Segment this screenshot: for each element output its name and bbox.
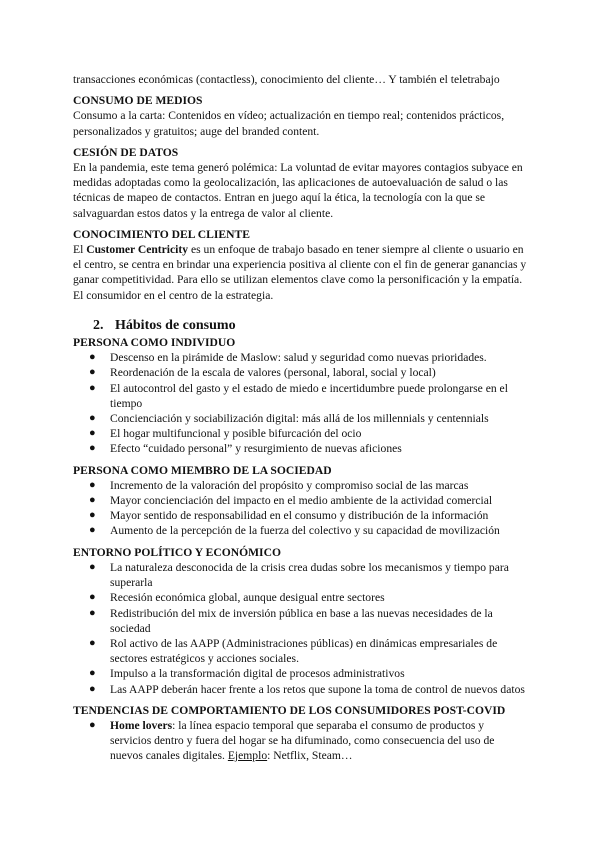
- section-heading: CESIÓN DE DATOS: [73, 145, 179, 159]
- bullet-list: [73, 718, 528, 764]
- bullet-icon: ●: [89, 591, 96, 604]
- list-item: ● Mayor sentido de responsabilidad en el consumo y distribución de la información: [89, 509, 489, 523]
- bullet-icon: ●: [89, 636, 96, 649]
- bullet-icon: ●: [89, 427, 96, 440]
- list-item: ● Home lovers: la línea espacio temporal que separaba el consumo de productos y servicios dentro y fuera del hogar se ha difuminado, como consecuencia del uso de nuevos canales digitales. Ejemplo: Netflix, Steam…: [89, 718, 495, 763]
- bullet-icon: ●: [89, 560, 96, 573]
- section-consumo-medios: [73, 93, 528, 139]
- bullet-icon: ●: [89, 682, 96, 695]
- list-item: ● Aumento de la percepción de la fuerza del colectivo y su capacidad de movilización: [89, 524, 500, 538]
- section-title: Hábitos de consumo: [115, 317, 236, 333]
- list-heading: PERSONA COMO INDIVIDUO: [73, 336, 236, 350]
- list-item: ● El hogar multifuncional y posible bifurcación del ocio: [89, 427, 362, 441]
- section-body: Consumo a la carta: Contenidos en vídeo; actualización en tiempo real; contenidos prácticos, personalizados y gratuitos; auge del branded content.: [73, 109, 505, 138]
- list-heading: ENTORNO POLÍTICO Y ECONÓMICO: [73, 545, 281, 559]
- section-body: En la pandemia, este tema generó polémica: La voluntad de evitar mayores contagios subyace en medidas adoptadas como la geolocalización, las aplicaciones de autoevaluación de salud o las técnicas de mapeo de contactos. Entran en juego aquí la ética, la tecnología con la que se salvaguardan estos datos y la entrega de valor al cliente.: [73, 161, 523, 220]
- body-post: es un enfoque de trabajo basado en tener siempre al cliente o usuario en el centro, se centra en brindar una experiencia positiva al cliente con el fin de generar ganancias y ganar competitividad. Para ello se utilizan elementos clave como la personificación y la empatía. El consumidor en el centro de la estrategia.: [73, 243, 527, 302]
- section-heading: CONSUMO DE MEDIOS: [73, 94, 203, 108]
- list-item: ● Mayor concienciación del impacto en el medio ambiente de la actividad comercial: [89, 494, 493, 508]
- bullet-icon: ●: [89, 366, 96, 379]
- document-content: [73, 72, 528, 770]
- list-item: ● Rol activo de las AAPP (Administraciones públicas) en dinámicas empresariales de sectores estratégicos y acciones sociales.: [89, 636, 498, 666]
- section-cesion-datos: [73, 145, 528, 221]
- bullet-icon: ●: [89, 606, 96, 619]
- bullet-list: [73, 560, 528, 697]
- section-2-heading: [93, 318, 528, 333]
- section-number: 2.: [93, 317, 104, 333]
- section-heading: CONOCIMIENTO DEL CLIENTE: [73, 227, 250, 241]
- list-item: ● Descenso en la pirámide de Maslow: salud y seguridad como nuevas prioridades.: [89, 351, 487, 365]
- bullet-icon: ●: [89, 381, 96, 394]
- list-item: ● Efecto “cuidado personal” y resurgimiento de nuevas aficiones: [89, 442, 402, 456]
- customer-centricity-term: Customer Centricity: [86, 243, 189, 257]
- section-body: [73, 242, 528, 303]
- body-pre: El: [73, 243, 87, 257]
- list-item: ● Recesión económica global, aunque desigual entre sectores: [89, 591, 385, 605]
- bullet-icon: ●: [89, 509, 96, 522]
- list-item: ● Incremento de la valoración del propósito y compromiso social de las marcas: [89, 478, 469, 492]
- bullet-icon: ●: [89, 494, 96, 507]
- bullet-icon: ●: [89, 524, 96, 537]
- list-item: ● La naturaleza desconocida de la crisis crea dudas sobre los mecanismos y tiempo para superarla: [89, 560, 509, 590]
- trends-heading: TENDENCIAS DE COMPORTAMIENTO DE LOS CONSUMIDORES POST-COVID: [73, 703, 506, 717]
- home-lovers-term: Home lovers: [110, 718, 173, 732]
- list-item: ● El autocontrol del gasto y el estado de miedo e incertidumbre puede prolongarse en el tiempo: [89, 381, 508, 410]
- example-label: Ejemplo: [227, 749, 268, 763]
- section-conocimiento-cliente: [73, 227, 528, 303]
- bullet-list: [73, 350, 528, 456]
- list-item: ● Reordenación de la escala de valores (personal, laboral, social y local): [89, 366, 436, 380]
- bullet-icon: ●: [89, 442, 96, 455]
- list-heading: PERSONA COMO MIEMBRO DE LA SOCIEDAD: [73, 463, 332, 477]
- bullet-icon: ●: [89, 718, 96, 731]
- list-item: ● Concienciación y sociabilización digital: más allá de los millennials y centennials: [89, 412, 489, 426]
- bullet-icon: ●: [89, 351, 96, 364]
- list-item: ● Las AAPP deberán hacer frente a los retos que supone la toma de control de nuevos datos: [89, 682, 525, 696]
- bullet-icon: ●: [89, 412, 96, 425]
- bullet-list: [73, 478, 528, 539]
- list-item: ● Impulso a la transformación digital de procesos administrativos: [89, 667, 405, 681]
- list-item: ● Redistribución del mix de inversión pública en base a las nuevas necesidades de la sociedad: [89, 606, 493, 635]
- intro-paragraph: transacciones económicas (contactless), conocimiento del cliente… Y también el teletrabajo: [73, 73, 500, 86]
- bullet-icon: ●: [89, 478, 96, 491]
- bullet-icon: ●: [89, 667, 96, 680]
